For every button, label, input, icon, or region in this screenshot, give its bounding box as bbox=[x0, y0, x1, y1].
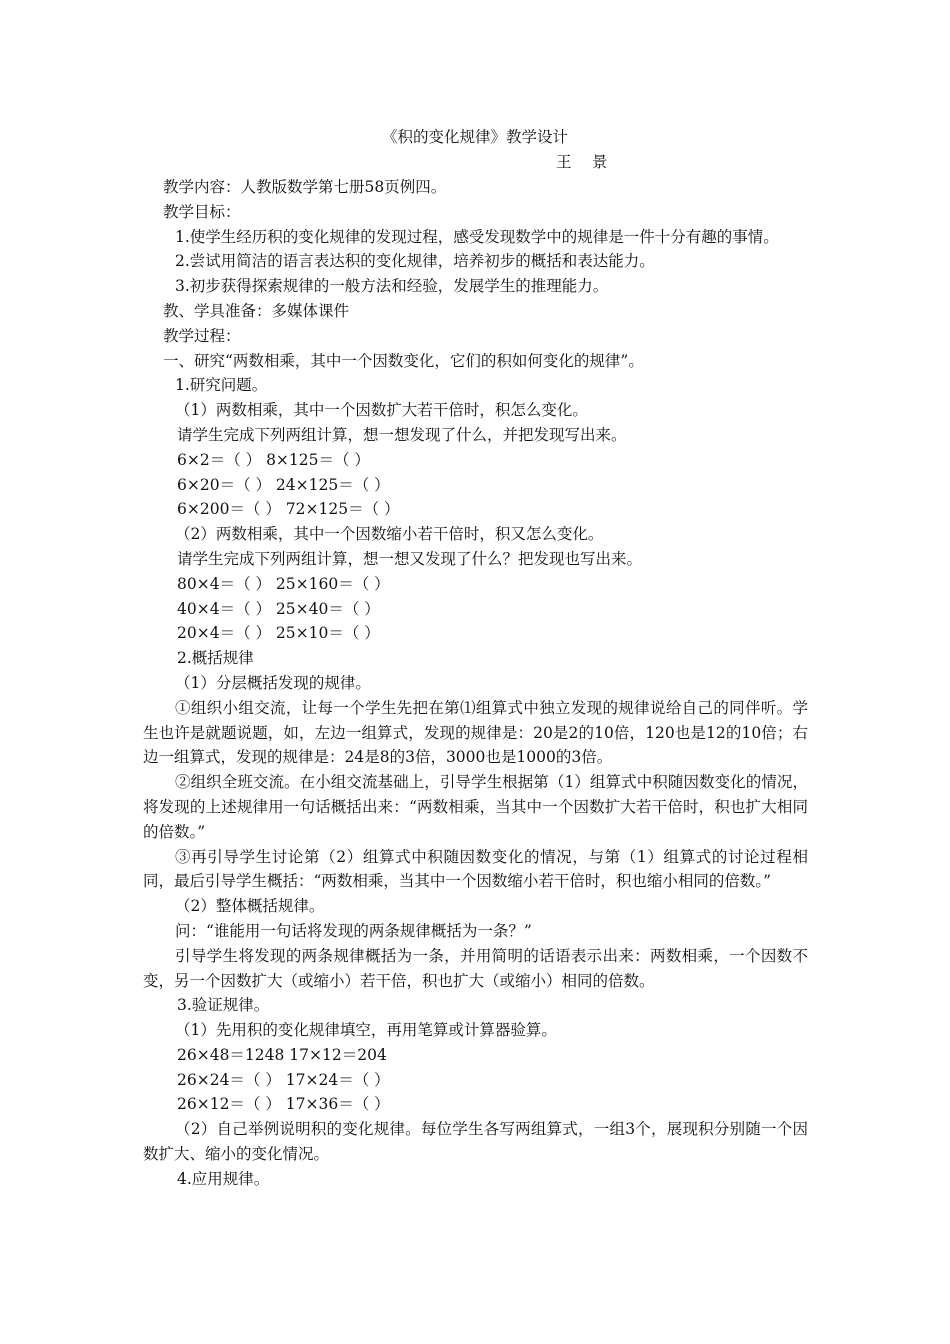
document-body bbox=[143, 175, 808, 1192]
paragraph: 教、学具准备：多媒体课件 bbox=[163, 301, 350, 320]
paragraph: ②组织全班交流。在小组交流基础上，引导学生根据第（1）组算式中积随因数变化的情况，将发现的上述规律用一句话概括出来：“两数相乘，当其中一个因数扩大若干倍时，积也扩大相同的倍数。” bbox=[143, 773, 808, 841]
paragraph: （1）两数相乘，其中一个因数扩大若干倍时，积怎么变化。 bbox=[175, 401, 588, 420]
paragraph: 请学生完成下列两组计算，想一想发现了什么，并把发现写出来。 bbox=[177, 425, 627, 444]
paragraph: 问：“谁能用一句话将发现的两条规律概括为一条？” bbox=[175, 921, 532, 940]
paragraph: 教学目标： bbox=[163, 202, 241, 221]
paragraph: 一、研究“两数相乘，其中一个因数变化，它们的积如何变化的规律”。 bbox=[163, 351, 644, 370]
paragraph: ③再引导学生讨论第（2）组算式中积随因数变化的情况，与第（1）组算式的讨论过程相同，最后引导学生概括：“两数相乘，当其中一个因数缩小若干倍时，积也缩小相同的倍数。” bbox=[143, 847, 808, 891]
paragraph: （1）先用积的变化规律填空，再用笔算或计算器验算。 bbox=[175, 1021, 557, 1040]
paragraph: （1）分层概括发现的规律。 bbox=[175, 673, 371, 692]
paragraph: 请学生完成下列两组计算，想一想又发现了什么？把发现也写出来。 bbox=[177, 549, 643, 568]
paragraph: 3.验证规律。 bbox=[177, 996, 270, 1015]
paragraph: 6×200＝（ ） 72×125＝（ ） bbox=[177, 500, 400, 519]
paragraph: 4.应用规律。 bbox=[177, 1169, 270, 1188]
paragraph: （2）自己举例说明积的变化规律。每位学生各写两组算式，一组3个，展现积分别随一个因数扩大、缩小的变化情况。 bbox=[143, 1120, 808, 1164]
paragraph: 20×4＝（ ） 25×10＝（ ） bbox=[177, 624, 380, 643]
paragraph: （2）整体概括规律。 bbox=[175, 897, 325, 916]
paragraph: 1.研究问题。 bbox=[175, 376, 268, 395]
paragraph: 26×24＝（ ） 17×24＝（ ） bbox=[177, 1070, 390, 1089]
paragraph: 26×12＝（ ） 17×36＝（ ） bbox=[177, 1095, 390, 1114]
paragraph: 2.尝试用简洁的语言表达积的变化规律，培养初步的概括和表达能力。 bbox=[175, 252, 655, 271]
document-title: 《积的变化规律》教学设计 bbox=[381, 128, 568, 146]
paragraph: 引导学生将发现的两条规律概括为一条，并用简明的话语表示出来：两数相乘，一个因数不变，另一个因数扩大（或缩小）若干倍，积也扩大（或缩小）相同的倍数。 bbox=[143, 946, 808, 990]
paragraph: 6×20＝（ ） 24×125＝（ ） bbox=[177, 475, 390, 494]
document-author: 王 景 bbox=[556, 153, 616, 171]
paragraph: （2）两数相乘，其中一个因数缩小若干倍时，积又怎么变化。 bbox=[175, 525, 604, 544]
paragraph: 1.使学生经历积的变化规律的发现过程，感受发现数学中的规律是一件十分有趣的事情。 bbox=[175, 227, 779, 246]
paragraph: 2.概括规律 bbox=[177, 649, 254, 668]
paragraph: 教学内容：人教版数学第七册58页例四。 bbox=[163, 178, 447, 196]
paragraph: 80×4＝（ ） 25×160＝（ ） bbox=[177, 574, 390, 593]
paragraph: 3.初步获得探索规律的一般方法和经验，发展学生的推理能力。 bbox=[175, 277, 609, 296]
paragraph: 26×48＝1248 17×12＝204 bbox=[177, 1045, 387, 1064]
paragraph: ①组织小组交流，让每一个学生先把在第⑴组算式中独立发现的规律说给自己的同伴听。学生也许是就题说题，如，左边一组算式，发现的规律是：20是2的10倍，120也是12的10倍；右边一组算式，发现的规律是：24是8的3倍，3000也是1000的3倍。 bbox=[143, 698, 808, 767]
paragraph: 6×2＝（ ） 8×125＝（ ） bbox=[177, 450, 370, 469]
paragraph: 40×4＝（ ） 25×40＝（ ） bbox=[177, 599, 380, 618]
paragraph: 教学过程： bbox=[163, 326, 241, 345]
